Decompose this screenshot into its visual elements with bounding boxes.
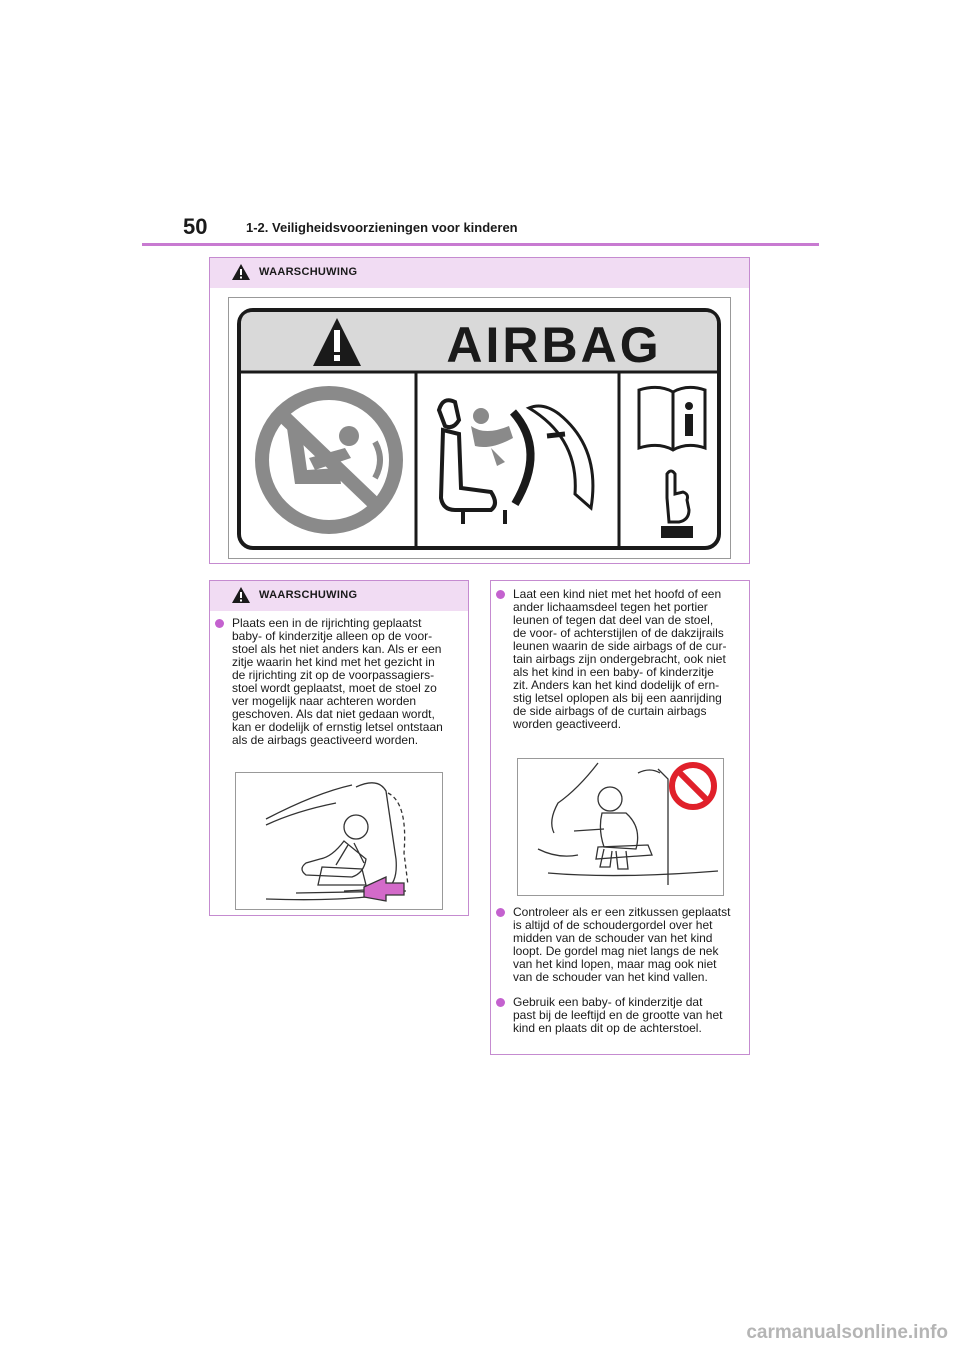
page-number: 50	[183, 214, 208, 239]
bullet-text: Laat een kind niet met het hoofd of een ander lichaamsdeel tegen het portier leunen of tegen dat deel van de stoel, de voor- of achterstijlen of de dakzijrails leunen waarin de side airbags of de cur- tain airbags zijn ondergebracht, ook niet als het kind in een baby- of kinderzitje zit. Anders kan het kind dodelijk of ern- stig letsel oplopen als bij een aanrijding de side airbags of de curtain airbags worden geactiveerd.	[513, 587, 727, 731]
airbag-text: AIRBAG	[446, 317, 662, 373]
bullet-dot-icon	[496, 998, 505, 1007]
airbag-label-illustration	[228, 297, 731, 559]
bullet-text: Controleer als er een zitkussen geplaatst is altijd of de schoudergordel over het midden van de schouder van het kind loopt. De gordel mag niet langs de nek van het kind lopen, maar mag ook niet van de schouder van het kind vallen.	[513, 905, 731, 984]
forward-facing-seat-graphic	[236, 773, 442, 909]
warning-box-airbag-label	[209, 257, 750, 564]
watermark: carmanualsonline.info	[746, 1322, 948, 1343]
warning-box-side-airbags	[490, 580, 750, 1055]
bullet-item	[215, 617, 465, 747]
airbag-label-graphic	[229, 298, 730, 558]
bullet-dot-icon	[496, 908, 505, 917]
forward-seat-illustration	[235, 772, 443, 910]
bullet-dot-icon	[496, 590, 505, 599]
leaning-child-illustration	[517, 758, 724, 896]
section-title: 1-2. Veiligheidsvoorzieningen voor kinderen	[246, 220, 518, 235]
warning-box-front-seat	[209, 580, 469, 916]
header-rule	[142, 243, 819, 246]
warning-title: WAARSCHUWING	[259, 266, 358, 278]
bullet-item	[496, 906, 746, 984]
warning-triangle-icon	[231, 586, 251, 604]
warning-title: WAARSCHUWING	[259, 589, 358, 601]
child-leaning-graphic	[518, 759, 723, 895]
warning-header	[210, 581, 468, 611]
warning-triangle-icon	[231, 263, 251, 281]
warning-header	[210, 258, 749, 288]
bullet-text: Gebruik een baby- of kinderzitje dat past bij de leeftijd en de grootte van het kind en plaats dit op de achterstoel.	[513, 995, 723, 1035]
bullet-dot-icon	[215, 619, 224, 628]
bullet-item	[496, 996, 746, 1035]
bullet-text: Plaats een in de rijrichting geplaatst baby- of kinderzitje alleen op de voor- stoel als het niet anders kan. Als er een zitje waarin het kind met het gezicht in de rijrichting zit op de voorpassagiers- stoel wordt geplaatst, moet de stoel zo ver mogelijk naar achteren worden geschoven. Als dat niet gedaan wordt, kan er dodelijk of ernstig letsel ontstaan als de airbags geactiveerd worden.	[232, 616, 443, 747]
bullet-item	[496, 588, 746, 731]
